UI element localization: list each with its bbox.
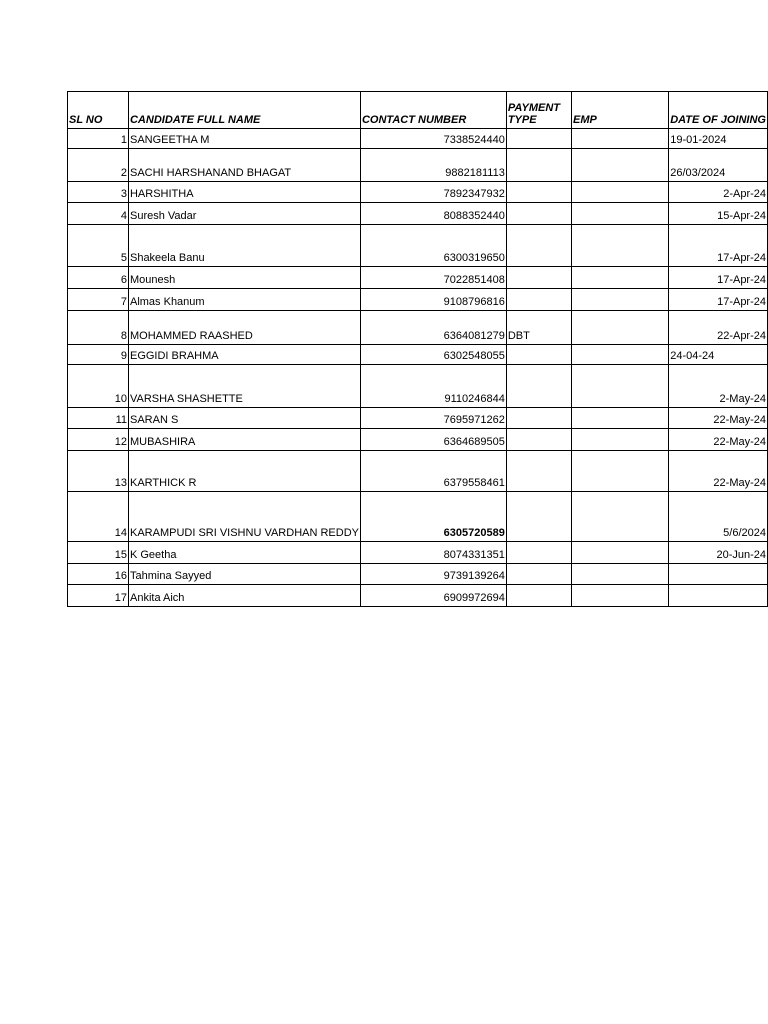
table-row bbox=[68, 365, 768, 408]
cell-emp bbox=[572, 492, 669, 542]
cell-payment-type bbox=[506, 345, 571, 365]
header-candidate-name: CANDIDATE FULL NAME bbox=[128, 92, 360, 129]
cell-emp bbox=[572, 345, 669, 365]
cell-date-of-joining: 26/03/2024 bbox=[669, 149, 768, 182]
cell-sl-no: 2 bbox=[68, 149, 129, 182]
table-row bbox=[68, 311, 768, 345]
table-row bbox=[68, 429, 768, 451]
cell-sl-no: 3 bbox=[68, 182, 129, 203]
table-row bbox=[68, 203, 768, 225]
cell-payment-type: DBT bbox=[506, 311, 571, 345]
cell-candidate-name: SARAN S bbox=[128, 408, 360, 429]
cell-contact-number: 9739139264 bbox=[360, 564, 506, 585]
cell-candidate-name: SANGEETHA M bbox=[128, 129, 360, 149]
table-row bbox=[68, 129, 768, 149]
cell-payment-type bbox=[506, 492, 571, 542]
cell-date-of-joining: 22-May-24 bbox=[669, 451, 768, 492]
candidate-table bbox=[67, 91, 768, 607]
cell-emp bbox=[572, 542, 669, 564]
table-row bbox=[68, 182, 768, 203]
table-row bbox=[68, 408, 768, 429]
cell-sl-no: 11 bbox=[68, 408, 129, 429]
cell-contact-number: 6909972694 bbox=[360, 585, 506, 607]
cell-date-of-joining bbox=[669, 564, 768, 585]
header-emp: EMP bbox=[572, 92, 669, 129]
cell-candidate-name: MUBASHIRA bbox=[128, 429, 360, 451]
cell-date-of-joining: 2-May-24 bbox=[669, 365, 768, 408]
cell-contact-number: 8074331351 bbox=[360, 542, 506, 564]
cell-sl-no: 4 bbox=[68, 203, 129, 225]
cell-candidate-name: KARAMPUDI SRI VISHNU VARDHAN REDDY bbox=[128, 492, 360, 542]
table-row bbox=[68, 149, 768, 182]
cell-candidate-name: HARSHITHA bbox=[128, 182, 360, 203]
cell-candidate-name: EGGIDI BRAHMA bbox=[128, 345, 360, 365]
cell-candidate-name: K Geetha bbox=[128, 542, 360, 564]
table-row bbox=[68, 585, 768, 607]
table-row bbox=[68, 225, 768, 267]
cell-date-of-joining: 5/6/2024 bbox=[669, 492, 768, 542]
header-date-of-joining: DATE OF JOINING bbox=[669, 92, 768, 129]
table-row bbox=[68, 451, 768, 492]
cell-contact-number: 6305720589 bbox=[360, 492, 506, 542]
cell-date-of-joining: 22-May-24 bbox=[669, 429, 768, 451]
cell-payment-type bbox=[506, 429, 571, 451]
cell-contact-number: 6302548055 bbox=[360, 345, 506, 365]
cell-contact-number: 7892347932 bbox=[360, 182, 506, 203]
table-row bbox=[68, 267, 768, 289]
cell-contact-number: 6379558461 bbox=[360, 451, 506, 492]
cell-emp bbox=[572, 311, 669, 345]
table-row bbox=[68, 492, 768, 542]
cell-contact-number: 7022851408 bbox=[360, 267, 506, 289]
cell-emp bbox=[572, 267, 669, 289]
cell-emp bbox=[572, 225, 669, 267]
cell-emp bbox=[572, 451, 669, 492]
cell-candidate-name: VARSHA SHASHETTE bbox=[128, 365, 360, 408]
cell-date-of-joining: 17-Apr-24 bbox=[669, 225, 768, 267]
cell-emp bbox=[572, 289, 669, 311]
cell-date-of-joining: 22-Apr-24 bbox=[669, 311, 768, 345]
cell-emp bbox=[572, 129, 669, 149]
cell-sl-no: 10 bbox=[68, 365, 129, 408]
cell-contact-number: 9110246844 bbox=[360, 365, 506, 408]
cell-sl-no: 5 bbox=[68, 225, 129, 267]
cell-candidate-name: Mounesh bbox=[128, 267, 360, 289]
cell-emp bbox=[572, 564, 669, 585]
header-payment-type: PAYMENT TYPE bbox=[506, 92, 571, 129]
cell-date-of-joining: 15-Apr-24 bbox=[669, 203, 768, 225]
table-row bbox=[68, 289, 768, 311]
cell-contact-number: 6364689505 bbox=[360, 429, 506, 451]
cell-contact-number: 6364081279 bbox=[360, 311, 506, 345]
cell-sl-no: 8 bbox=[68, 311, 129, 345]
cell-payment-type bbox=[506, 542, 571, 564]
cell-emp bbox=[572, 365, 669, 408]
cell-sl-no: 12 bbox=[68, 429, 129, 451]
cell-payment-type bbox=[506, 225, 571, 267]
table-body bbox=[68, 129, 768, 607]
cell-date-of-joining: 20-Jun-24 bbox=[669, 542, 768, 564]
cell-emp bbox=[572, 182, 669, 203]
cell-date-of-joining bbox=[669, 585, 768, 607]
cell-payment-type bbox=[506, 267, 571, 289]
cell-payment-type bbox=[506, 365, 571, 408]
cell-payment-type bbox=[506, 182, 571, 203]
cell-contact-number: 9108796816 bbox=[360, 289, 506, 311]
cell-date-of-joining: 22-May-24 bbox=[669, 408, 768, 429]
cell-candidate-name: KARTHICK R bbox=[128, 451, 360, 492]
cell-sl-no: 14 bbox=[68, 492, 129, 542]
cell-contact-number: 8088352440 bbox=[360, 203, 506, 225]
cell-payment-type bbox=[506, 203, 571, 225]
cell-payment-type bbox=[506, 451, 571, 492]
cell-payment-type bbox=[506, 129, 571, 149]
cell-date-of-joining: 17-Apr-24 bbox=[669, 267, 768, 289]
cell-sl-no: 7 bbox=[68, 289, 129, 311]
cell-date-of-joining: 17-Apr-24 bbox=[669, 289, 768, 311]
table-row bbox=[68, 564, 768, 585]
cell-payment-type bbox=[506, 408, 571, 429]
cell-contact-number: 7338524440 bbox=[360, 129, 506, 149]
cell-sl-no: 13 bbox=[68, 451, 129, 492]
cell-sl-no: 16 bbox=[68, 564, 129, 585]
cell-candidate-name: Ankita Aich bbox=[128, 585, 360, 607]
cell-sl-no: 1 bbox=[68, 129, 129, 149]
cell-date-of-joining: 19-01-2024 bbox=[669, 129, 768, 149]
cell-payment-type bbox=[506, 149, 571, 182]
header-row bbox=[68, 92, 768, 129]
cell-candidate-name: SACHI HARSHANAND BHAGAT bbox=[128, 149, 360, 182]
cell-candidate-name: Almas Khanum bbox=[128, 289, 360, 311]
header-sl-no: SL NO bbox=[68, 92, 129, 129]
cell-contact-number: 9882181113 bbox=[360, 149, 506, 182]
cell-emp bbox=[572, 203, 669, 225]
cell-emp bbox=[572, 149, 669, 182]
cell-emp bbox=[572, 429, 669, 451]
cell-candidate-name: MOHAMMED RAASHED bbox=[128, 311, 360, 345]
cell-payment-type bbox=[506, 289, 571, 311]
cell-contact-number: 6300319650 bbox=[360, 225, 506, 267]
cell-sl-no: 6 bbox=[68, 267, 129, 289]
cell-candidate-name: Suresh Vadar bbox=[128, 203, 360, 225]
cell-payment-type bbox=[506, 564, 571, 585]
cell-emp bbox=[572, 585, 669, 607]
cell-date-of-joining: 24-04-24 bbox=[669, 345, 768, 365]
table-row bbox=[68, 542, 768, 564]
cell-sl-no: 9 bbox=[68, 345, 129, 365]
cell-candidate-name: Tahmina Sayyed bbox=[128, 564, 360, 585]
cell-emp bbox=[572, 408, 669, 429]
header-contact-number: CONTACT NUMBER bbox=[360, 92, 506, 129]
cell-date-of-joining: 2-Apr-24 bbox=[669, 182, 768, 203]
cell-sl-no: 15 bbox=[68, 542, 129, 564]
cell-candidate-name: Shakeela Banu bbox=[128, 225, 360, 267]
cell-sl-no: 17 bbox=[68, 585, 129, 607]
cell-contact-number: 7695971262 bbox=[360, 408, 506, 429]
table-row bbox=[68, 345, 768, 365]
cell-payment-type bbox=[506, 585, 571, 607]
